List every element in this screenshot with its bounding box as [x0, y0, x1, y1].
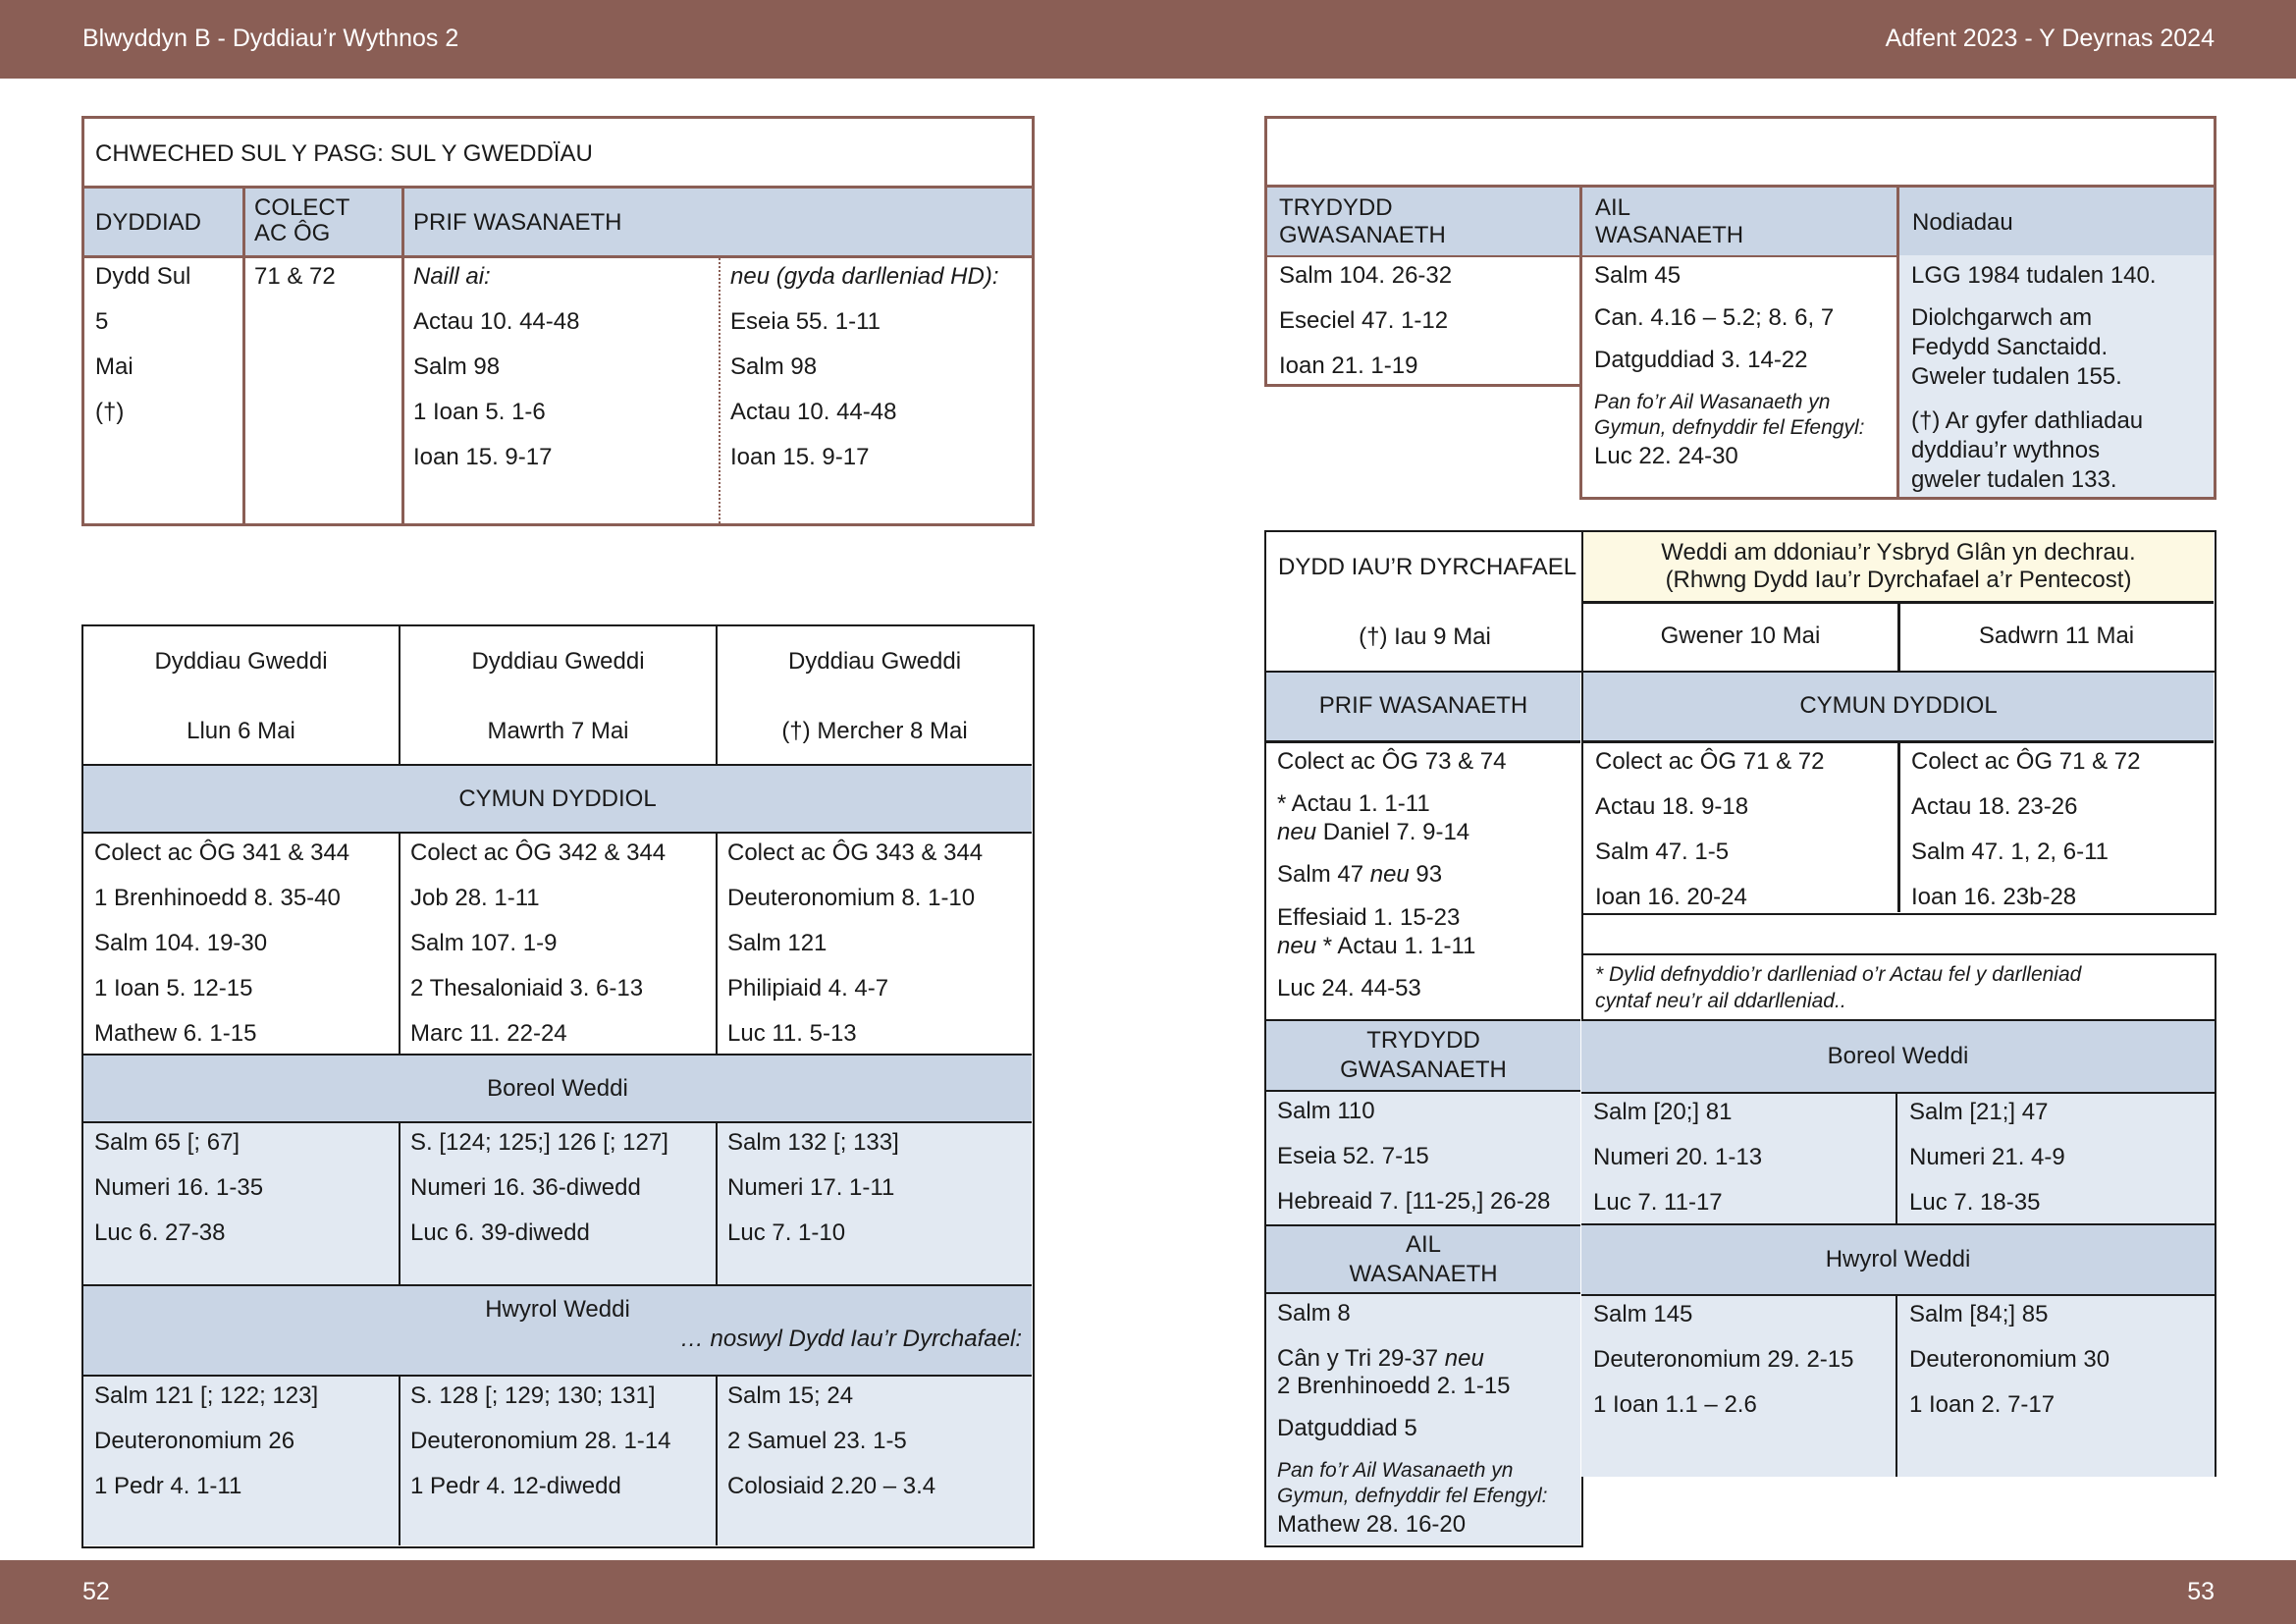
- page-footer-band: [0, 1560, 2296, 1624]
- communion-tuesday: [400, 834, 716, 1054]
- day-date: Llun 6 Mai: [187, 718, 295, 744]
- ascension-main-column: [1264, 671, 1583, 1547]
- reading: Eseciel 47. 1-12: [1279, 307, 1449, 334]
- reading: 1 Ioan 2. 7-17: [1909, 1391, 2056, 1418]
- reading: Colect ac ÔG 342 & 344: [410, 839, 667, 866]
- reading: 2 Thesaloniaid 3. 6-13: [410, 975, 644, 1001]
- second-heading-line2: WASANAETH: [1349, 1261, 1498, 1287]
- evening-note: … noswyl Dydd Iau’r Dyrchafael:: [679, 1326, 1022, 1352]
- option-b-reading: Salm 98: [730, 353, 818, 380]
- reading: Salm 110: [1277, 1098, 1375, 1124]
- footnote-line2: cyntaf neu’r ail ddarlleniad..: [1595, 990, 1846, 1012]
- reading: Salm 45: [1594, 262, 1682, 289]
- sunday-continued-header-row: [1264, 185, 2216, 257]
- main-reading2-a: Effesiaid 1. 15-23: [1277, 904, 1461, 931]
- reading: Cân y Tri 29-37 neu: [1277, 1345, 1484, 1372]
- morning-heading-row: [83, 1056, 1032, 1121]
- note: dyddiau’r wythnos: [1911, 437, 2101, 463]
- second-service-cell: [1266, 1294, 1580, 1544]
- reading: Salm 132 [; 133]: [727, 1129, 899, 1156]
- evening-heading: Hwyrol Weddi: [485, 1296, 630, 1323]
- reading: Ioan 16. 20-24: [1595, 884, 1747, 910]
- reading: Luc 11. 5-13: [727, 1020, 857, 1047]
- communion-monday: [83, 834, 399, 1054]
- communion-heading-row: [83, 766, 1032, 832]
- sunday-header-row: [84, 188, 1032, 256]
- ascension-offices-block: [1581, 1019, 2216, 1477]
- date-line: (†): [95, 399, 125, 425]
- evening-wednesday: [718, 1377, 1032, 1545]
- reading: Salm 121: [727, 930, 828, 956]
- prayer-banner-line2: (Rhwng Dydd Iau’r Dyrchafael a’r Pentecost): [1665, 567, 2132, 593]
- option-b-reading: Actau 10. 44-48: [730, 399, 897, 425]
- second-gospel: Luc 22. 24-30: [1594, 443, 1738, 469]
- morning-heading: Boreol Weddi: [487, 1075, 628, 1102]
- reading: Luc 7. 11-17: [1593, 1189, 1723, 1216]
- col-second-line1: AIL: [1595, 194, 1631, 221]
- col-notes: Nodiadau: [1912, 209, 2013, 236]
- header-right-text: Adfent 2023 - Y Deyrnas 2024: [1885, 25, 2215, 52]
- day-title: Dyddiau Gweddi: [471, 648, 645, 675]
- asc-evening-heading: Hwyrol Weddi: [1825, 1246, 1971, 1272]
- option-b-reading: Eseia 55. 1-11: [730, 308, 881, 335]
- reading: Datguddiad 3. 14-22: [1594, 347, 1808, 373]
- note: Fedydd Sanctaidd.: [1911, 334, 2109, 360]
- sunday-title: CHWECHED SUL Y PASG: SUL Y GWEDDÏAU: [95, 140, 593, 167]
- reading: Salm 104. 19-30: [94, 930, 268, 956]
- main-service-heading-row: [1266, 673, 1580, 740]
- prayer-banner-line1: Weddi am ddoniau’r Ysbryd Glân yn dechrau.: [1661, 539, 2136, 566]
- reading: Colect ac ÔG 71 & 72: [1911, 748, 2141, 775]
- second-heading-line1: AIL: [1405, 1231, 1442, 1258]
- evening-heading-row: [83, 1286, 1032, 1375]
- reading: Salm 145: [1593, 1301, 1693, 1327]
- friday-morning: [1581, 1094, 1896, 1223]
- option-a-reading: Actau 10. 44-48: [413, 308, 580, 335]
- sunday-table: [81, 116, 1035, 526]
- third-heading-line1: TRYDYDD: [1366, 1027, 1480, 1054]
- reading: 1 Ioan 5. 12-15: [94, 975, 253, 1001]
- reading: 1 Pedr 4. 12-diwedd: [410, 1473, 621, 1499]
- reading: Salm [20;] 81: [1593, 1099, 1733, 1125]
- friday-communion: [1583, 743, 1897, 912]
- main-service-heading: PRIF WASANAETH: [1318, 692, 1528, 719]
- date-line: Mai: [95, 353, 133, 380]
- main-psalm: Salm 47 neu 93: [1277, 861, 1443, 888]
- reading: S. [124; 125;] 126 [; 127]: [410, 1129, 668, 1156]
- reading: Colect ac ÔG 71 & 72: [1595, 748, 1825, 775]
- reading: Luc 6. 27-38: [94, 1219, 226, 1246]
- reading: Hebreaid 7. [11-25,] 26-28: [1277, 1188, 1551, 1215]
- reading: Salm 65 [; 67]: [94, 1129, 240, 1156]
- evening-tuesday: [400, 1377, 716, 1545]
- evening-monday: [83, 1377, 399, 1545]
- reading: Numeri 20. 1-13: [1593, 1144, 1763, 1170]
- saturday-date: Sadwrn 11 Mai: [1978, 623, 2135, 649]
- date-line: Dydd Sul: [95, 263, 191, 290]
- reading: Colect ac ÔG 343 & 344: [727, 839, 984, 866]
- second-gospel: Mathew 28. 16-20: [1277, 1511, 1467, 1538]
- second-note: Pan fo’r Ail Wasanaeth yn: [1594, 391, 1831, 413]
- asc-morning-heading-row: [1581, 1021, 2215, 1092]
- day-header-wednesday: [718, 626, 1032, 764]
- daily-communion-heading-row: [1583, 673, 2214, 740]
- ascension-date: (†) Iau 9 Mai: [1359, 623, 1491, 650]
- note: Diolchgarwch am: [1911, 304, 2093, 331]
- sunday-continued-title-box: [1264, 116, 2216, 187]
- reading: Job 28. 1-11: [410, 885, 540, 911]
- daily-communion-heading: CYMUN DYDDIOL: [1799, 692, 1998, 719]
- day-title: Dyddiau Gweddi: [787, 648, 962, 675]
- note: LGG 1984 tudalen 140.: [1911, 262, 2157, 289]
- col-second-line2: WASANAETH: [1595, 222, 1744, 248]
- saturday-evening: [1897, 1296, 2215, 1477]
- sunday-notes-cell: [1896, 255, 2216, 500]
- friday-date: Gwener 10 Mai: [1660, 623, 1821, 649]
- ascension-communion-block: [1581, 671, 2216, 915]
- col-collect-line2: AC ÔG: [254, 220, 331, 246]
- header-left-text: Blwyddyn B - Dyddiau’r Wythnos 2: [82, 25, 459, 52]
- weekdays-table: [81, 624, 1035, 1548]
- main-reading1-b: neu Daniel 7. 9-14: [1277, 819, 1470, 845]
- asc-morning-heading: Boreol Weddi: [1827, 1043, 1969, 1069]
- reading: Salm 107. 1-9: [410, 930, 558, 956]
- reading: Luc 7. 18-35: [1909, 1189, 2041, 1216]
- main-reading1-a: * Actau 1. 1-11: [1277, 790, 1430, 817]
- day-date: Mawrth 7 Mai: [487, 718, 629, 744]
- second-service-heading-row: [1266, 1226, 1580, 1292]
- reading: Salm [21;] 47: [1909, 1099, 2049, 1125]
- reading: Colosiaid 2.20 – 3.4: [727, 1473, 936, 1499]
- morning-wednesday: [718, 1123, 1032, 1284]
- saturday-morning: [1897, 1094, 2215, 1223]
- reading: 1 Pedr 4. 1-11: [94, 1473, 242, 1499]
- prayer-banner: [1583, 532, 2214, 601]
- reading: Can. 4.16 – 5.2; 8. 6, 7: [1594, 304, 1835, 331]
- reading: Eseia 52. 7-15: [1277, 1143, 1429, 1169]
- reading: Deuteronomium 29. 2-15: [1593, 1346, 1854, 1373]
- option-b-reading: Ioan 15. 9-17: [730, 444, 870, 470]
- reading: Numeri 17. 1-11: [727, 1174, 895, 1201]
- day-date: (†) Mercher 8 Mai: [781, 718, 968, 744]
- reading: Deuteronomium 26: [94, 1428, 295, 1454]
- col-third-line1: TRYDYDD: [1279, 194, 1393, 221]
- third-heading-line2: GWASANAETH: [1340, 1056, 1507, 1083]
- second-note: Gymun, defnyddir fel Efengyl:: [1277, 1485, 1548, 1507]
- reading: 2 Samuel 23. 1-5: [727, 1428, 907, 1454]
- option-b-heading: neu (gyda darlleniad HD):: [730, 263, 999, 290]
- ascension-title-cell: [1264, 530, 1583, 673]
- reading: Numeri 16. 36-diwedd: [410, 1174, 641, 1201]
- sunday-second-service-cell: [1579, 255, 1899, 500]
- reading: Salm 121 [; 122; 123]: [94, 1382, 319, 1409]
- reading: Deuteronomium 8. 1-10: [727, 885, 976, 911]
- reading: Salm 15; 24: [727, 1382, 854, 1409]
- col-date: DYDDIAD: [95, 209, 202, 236]
- reading: Salm 104. 26-32: [1279, 262, 1453, 289]
- page-number-left: 52: [82, 1578, 110, 1605]
- page-number-right: 53: [2187, 1578, 2215, 1605]
- reading: Salm 8: [1277, 1300, 1351, 1326]
- morning-tuesday: [400, 1123, 716, 1284]
- reading: Numeri 21. 4-9: [1909, 1144, 2065, 1170]
- day-header-monday: [83, 626, 399, 764]
- reading: Deuteronomium 28. 1-14: [410, 1428, 671, 1454]
- reading: Actau 18. 9-18: [1595, 793, 1749, 820]
- reading: Ioan 16. 23b-28: [1911, 884, 2077, 910]
- main-collect: Colect ac ÔG 73 & 74: [1277, 748, 1507, 775]
- reading: Salm 47. 1-5: [1595, 839, 1730, 865]
- reading: Deuteronomium 30: [1909, 1346, 2110, 1373]
- col-collect-line1: COLECT: [254, 194, 350, 221]
- day-title: Dyddiau Gweddi: [154, 648, 328, 675]
- reading: Actau 18. 23-26: [1911, 793, 2078, 820]
- main-reading2-b: neu * Actau 1. 1-11: [1277, 933, 1476, 959]
- morning-monday: [83, 1123, 399, 1284]
- friday-evening: [1581, 1296, 1896, 1477]
- collect-value: 71 & 72: [254, 263, 336, 290]
- second-note: Gymun, defnyddir fel Efengyl:: [1594, 416, 1865, 439]
- option-a-reading: Salm 98: [413, 353, 501, 380]
- date-line: 5: [95, 308, 109, 335]
- footnote-line1: * Dylid defnyddio’r darlleniad o’r Actau fel y darlleniad: [1595, 963, 2082, 986]
- reading: 1 Ioan 1.1 – 2.6: [1593, 1391, 1757, 1418]
- day-header-tuesday: [400, 626, 716, 764]
- reading: Marc 11. 22-24: [410, 1020, 567, 1047]
- reading: Colect ac ÔG 341 & 344: [94, 839, 350, 866]
- reading: Numeri 16. 1-35: [94, 1174, 264, 1201]
- reading: Salm [84;] 85: [1909, 1301, 2049, 1327]
- note: (†) Ar gyfer dathliadau: [1911, 407, 2144, 434]
- reading: 2 Brenhinoedd 2. 1-15: [1277, 1373, 1511, 1399]
- communion-heading: CYMUN DYDDIOL: [458, 785, 657, 812]
- option-a-reading: Ioan 15. 9-17: [413, 444, 553, 470]
- reading: Salm 47. 1, 2, 6-11: [1911, 839, 2109, 865]
- reading: Mathew 6. 1-15: [94, 1020, 257, 1047]
- main-gospel: Luc 24. 44-53: [1277, 975, 1421, 1001]
- reading: Philipiaid 4. 4-7: [727, 975, 889, 1001]
- col-third-line2: GWASANAETH: [1279, 222, 1446, 248]
- ascension-dates-block: [1581, 530, 2216, 673]
- third-service-heading-row: [1266, 1021, 1580, 1090]
- ascension-title: DYDD IAU’R DYRCHAFAEL: [1278, 554, 1577, 580]
- ascension-footnote: [1581, 953, 2216, 1020]
- option-a-reading: 1 Ioan 5. 1-6: [413, 399, 546, 425]
- communion-wednesday: [718, 834, 1032, 1054]
- page-header-band: [0, 0, 2296, 79]
- col-main-service: PRIF WASANAETH: [413, 209, 622, 236]
- saturday-communion: [1899, 743, 2214, 912]
- reading: Datguddiad 5: [1277, 1415, 1417, 1441]
- second-note: Pan fo’r Ail Wasanaeth yn: [1277, 1459, 1514, 1482]
- reading: Luc 7. 1-10: [727, 1219, 846, 1246]
- reading: Luc 6. 39-diwedd: [410, 1219, 590, 1246]
- reading: Ioan 21. 1-19: [1279, 352, 1418, 379]
- reading: S. 128 [; 129; 130; 131]: [410, 1382, 656, 1409]
- note: Gweler tudalen 155.: [1911, 363, 2122, 390]
- sunday-third-service-cell: [1264, 255, 1582, 387]
- third-service-cell: [1266, 1092, 1580, 1224]
- reading: 1 Brenhinoedd 8. 35-40: [94, 885, 341, 911]
- asc-evening-heading-row: [1581, 1225, 2215, 1294]
- option-a-heading: Naill ai:: [413, 263, 491, 290]
- note: gweler tudalen 133.: [1911, 466, 2117, 493]
